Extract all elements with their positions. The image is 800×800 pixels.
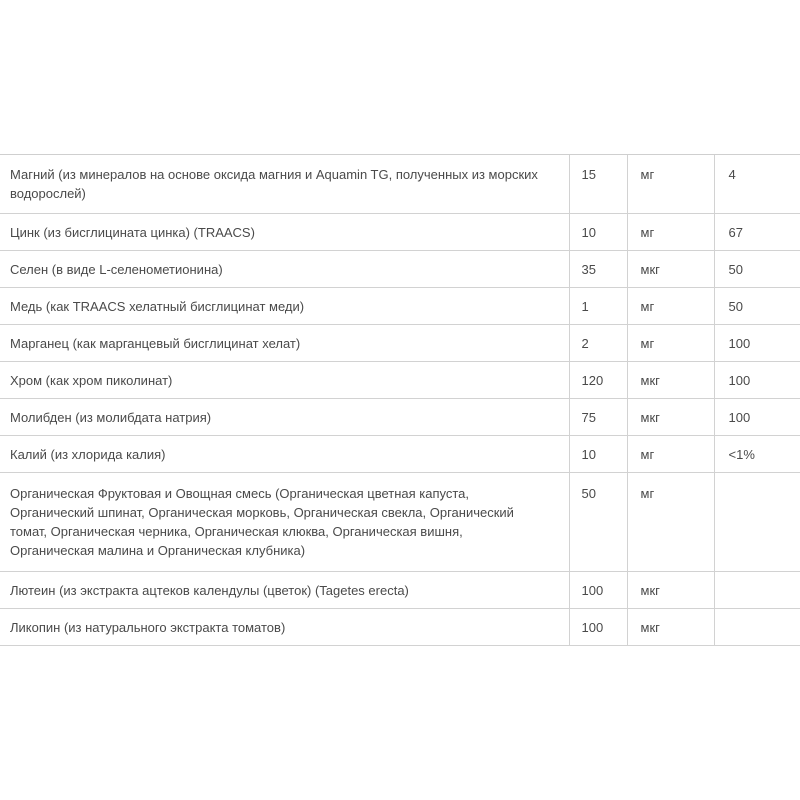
daily-value: 100 <box>714 399 800 436</box>
daily-value: 67 <box>714 214 800 251</box>
amount-value: 50 <box>569 473 627 572</box>
ingredient-name: Селен (в виде L-селенометионина) <box>0 251 569 288</box>
amount-value: 100 <box>569 572 627 609</box>
table-row <box>0 399 800 436</box>
daily-value <box>714 609 800 646</box>
amount-value: 10 <box>569 214 627 251</box>
amount-unit: мг <box>627 155 714 214</box>
amount-value: 10 <box>569 436 627 473</box>
amount-unit: мкг <box>627 399 714 436</box>
amount-unit: мг <box>627 288 714 325</box>
nutrient-table-container <box>0 154 800 646</box>
ingredient-name: Органическая Фруктовая и Овощная смесь (Органическая цветная капуста, Органический шпинат, Органическая морковь, Органическая свекла, Органический томат, Органическая черника, Органическая клюква, Органическая вишня, Органическая малина и Органическая клубника) <box>0 473 569 572</box>
table-row <box>0 572 800 609</box>
table-row <box>0 436 800 473</box>
table-row <box>0 251 800 288</box>
ingredient-name: Молибден (из молибдата натрия) <box>0 399 569 436</box>
daily-value <box>714 572 800 609</box>
ingredient-name: Марганец (как марганцевый бисглицинат хелат) <box>0 325 569 362</box>
amount-unit: мкг <box>627 251 714 288</box>
amount-unit: мг <box>627 325 714 362</box>
amount-value: 100 <box>569 609 627 646</box>
ingredient-name: Калий (из хлорида калия) <box>0 436 569 473</box>
ingredient-name: Ликопин (из натурального экстракта томатов) <box>0 609 569 646</box>
amount-unit: мкг <box>627 572 714 609</box>
amount-value: 1 <box>569 288 627 325</box>
table-row <box>0 362 800 399</box>
table-row <box>0 325 800 362</box>
ingredient-name: Цинк (из бисглицината цинка) (TRAACS) <box>0 214 569 251</box>
amount-value: 15 <box>569 155 627 214</box>
ingredient-name: Хром (как хром пиколинат) <box>0 362 569 399</box>
table-row <box>0 473 800 572</box>
daily-value: 50 <box>714 251 800 288</box>
amount-unit: мкг <box>627 362 714 399</box>
amount-unit: мг <box>627 214 714 251</box>
daily-value: 50 <box>714 288 800 325</box>
amount-value: 120 <box>569 362 627 399</box>
ingredient-name: Лютеин (из экстракта ацтеков календулы (цветок) (Tagetes erecta) <box>0 572 569 609</box>
ingredient-name: Магний (из минералов на основе оксида магния и Aquamin TG, полученных из морских водорослей) <box>0 155 569 214</box>
daily-value: <1% <box>714 436 800 473</box>
table-row <box>0 609 800 646</box>
amount-value: 35 <box>569 251 627 288</box>
amount-unit: мг <box>627 473 714 572</box>
amount-unit: мкг <box>627 609 714 646</box>
nutrient-table <box>0 155 800 646</box>
table-row <box>0 288 800 325</box>
ingredient-name: Медь (как TRAACS хелатный бисглицинат меди) <box>0 288 569 325</box>
amount-value: 2 <box>569 325 627 362</box>
amount-unit: мг <box>627 436 714 473</box>
daily-value: 4 <box>714 155 800 214</box>
daily-value: 100 <box>714 362 800 399</box>
daily-value <box>714 473 800 572</box>
amount-value: 75 <box>569 399 627 436</box>
table-row <box>0 155 800 214</box>
table-row <box>0 214 800 251</box>
daily-value: 100 <box>714 325 800 362</box>
